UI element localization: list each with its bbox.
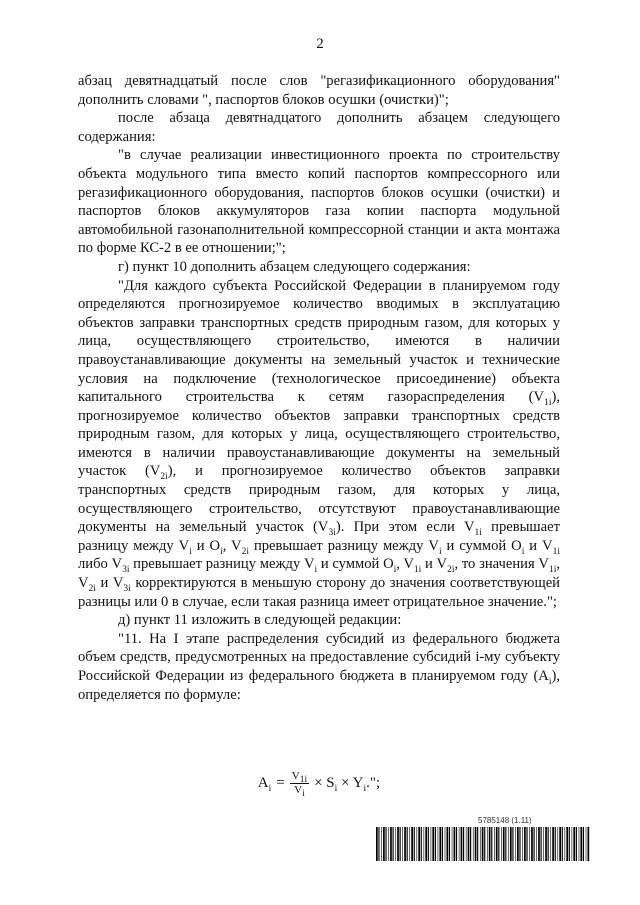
barcode-bar: [586, 827, 587, 861]
page-number: 2: [316, 36, 324, 52]
formula: [78, 770, 560, 800]
barcode-bar: [515, 827, 516, 861]
barcode-bar: [519, 827, 520, 861]
barcode-bar: [552, 827, 554, 861]
subscript: 2i: [447, 565, 455, 576]
barcode-bar: [402, 827, 403, 861]
paragraph-text: , то значения V: [454, 556, 549, 573]
paragraph: [78, 146, 560, 258]
barcode-bar: [438, 827, 439, 861]
barcode-bar: [541, 827, 542, 861]
subscript: 3i: [122, 565, 130, 576]
barcode-bar: [409, 827, 410, 861]
paragraph-text: и V: [421, 556, 448, 573]
barcode-bar: [531, 827, 533, 861]
paragraph-text: после абзаца девятнадцатого дополнить абзацем следующего содержания:: [78, 110, 560, 145]
barcode-bar: [435, 827, 436, 861]
paragraph: [78, 277, 560, 612]
barcode-bar: [459, 827, 460, 861]
barcode-bar: [445, 827, 446, 861]
subscript: 2i: [241, 546, 249, 557]
subscript: 1i: [548, 565, 557, 576]
barcode-bar: [475, 827, 477, 861]
paragraph-text: абзац девятнадцатый после слов "регазификационного оборудования" дополнить словами ", паспортов блоков осушки (очистки)";: [78, 73, 560, 108]
barcode-bar: [385, 827, 386, 861]
fraction-denominator: $V_i$: [294, 784, 305, 800]
barcode-bar: [378, 827, 379, 861]
paragraph-text: и O: [191, 537, 221, 554]
barcode-bar: [559, 827, 561, 861]
paragraph-text: либо V: [78, 556, 123, 573]
barcode-bar: [545, 827, 547, 861]
subscript: 1i: [413, 565, 422, 576]
barcode-bar: [390, 827, 392, 861]
formula-lhs: $A_i$: [257, 775, 272, 794]
barcode-bar: [463, 827, 464, 861]
barcode-bar: [381, 827, 382, 861]
barcode-bar: [579, 827, 580, 861]
barcode-bar: [452, 827, 453, 861]
subscript: 1i: [544, 398, 552, 408]
paragraph-text: ), прогнозируемое количество объектов заправки транспортных средств природным газом, для которых у лица, осуществляющего строительство, имеются в наличии правоустанавливающие документы на земельный участок (V: [78, 389, 560, 480]
paragraph-text: , V: [222, 537, 242, 554]
subscript: 3i: [328, 528, 336, 539]
barcode-bar: [503, 827, 505, 861]
barcode-bar: [548, 827, 549, 861]
subscript: 2i: [88, 583, 96, 594]
paragraph-text: превышает разницу между V: [249, 537, 439, 554]
barcode-bar: [428, 827, 429, 861]
barcode-bar: [522, 827, 523, 861]
subscript: 1i: [552, 546, 560, 557]
barcode-bar: [477, 827, 478, 861]
barcode-bar: [505, 827, 506, 861]
barcode-bar: [449, 827, 450, 861]
barcode-bar: [404, 827, 406, 861]
barcode-bar: [468, 827, 470, 861]
barcode-bar: [588, 827, 590, 861]
paragraph-text: превышает разницу между V: [129, 556, 315, 573]
barcode-bar: [431, 827, 432, 861]
barcode-bar: [484, 827, 485, 861]
barcode-bar: [491, 827, 492, 861]
barcode-bar: [424, 827, 425, 861]
barcode-bar: [573, 827, 575, 861]
subscript: i: [189, 546, 192, 557]
paragraph-text: , V: [78, 556, 560, 592]
barcode-bar: [508, 827, 509, 861]
paragraph-text: и V: [95, 575, 124, 592]
barcode-bar: [417, 827, 418, 861]
barcode-bar: [473, 827, 474, 861]
barcode-bar: [536, 827, 537, 861]
paragraph: [78, 630, 560, 704]
formula-fraction: [290, 770, 309, 800]
paragraph-text: "в случае реализации инвестиционного проекта по строительству объекта модульного типа вместо копий паспортов компрессорного или регазификационного оборудования, паспортов блоков осушки (очистки) и паспортов блоков аккумуляторов газа копии паспорта модульной автомобильной газонаполнительной компрессорной станции и акта монтажа по форме КС-2 в ее отношении;";: [78, 147, 560, 257]
barcode-bar: [395, 827, 396, 861]
paragraph-text: превышает разницу между V: [78, 519, 561, 554]
barcode-bar: [376, 827, 378, 861]
barcode-bar: [425, 827, 427, 861]
barcode-bar: [432, 827, 434, 861]
paragraph-text: д) пункт 11 изложить в следующей редакции:: [118, 612, 402, 629]
paragraph-text: и суммой O: [441, 537, 522, 554]
barcode-bar: [454, 827, 456, 861]
barcode-bar: [421, 827, 422, 861]
paragraph: [78, 109, 560, 146]
document-code: 5785148 (1.11): [478, 816, 532, 825]
barcode-bar: [555, 827, 556, 861]
barcode-bar: [498, 827, 499, 861]
barcode: [376, 827, 590, 861]
barcode-bar: [482, 827, 484, 861]
barcode-bar: [526, 827, 527, 861]
barcode-bar: [580, 827, 582, 861]
barcode-bar: [576, 827, 577, 861]
barcode-bar: [439, 827, 441, 861]
barcode-bar: [501, 827, 502, 861]
barcode-bar: [562, 827, 563, 861]
subscript: i: [393, 565, 397, 576]
barcode-bar: [470, 827, 471, 861]
barcode-bar: [524, 827, 526, 861]
paragraph-text: "Для каждого субъекта Российской Федерации в планируемом году определяются прогнозируемое количество вводимых в эксплуатацию объектов заправки транспортных средств природным газом, для которых у лица, осуществляющего строительство, имеются в наличии правоустанавливающие документы на земельный участок и технические условия на подключение (технологическое присоединение) объекта капитального строительства к сетям газораспределения (V: [78, 277, 560, 406]
subscript: 2i: [160, 472, 168, 483]
subscript: 1i: [474, 528, 482, 539]
document-body: [78, 72, 560, 704]
formula-equals: =: [276, 775, 285, 791]
subscript: i: [220, 546, 223, 557]
barcode-bar: [397, 827, 399, 861]
barcode-bar: [569, 827, 570, 861]
paragraph: [78, 72, 560, 109]
barcode-bar: [407, 827, 408, 861]
barcode-bar: [512, 827, 513, 861]
formula-rest: × $S_i \times Y_i$.";: [314, 775, 381, 794]
barcode-bar: [414, 827, 415, 861]
paragraph-text: ). При этом если V: [335, 519, 475, 536]
subscript: 3i: [123, 583, 131, 594]
paragraph-text: и V: [524, 537, 553, 554]
barcode-bar: [572, 827, 573, 861]
barcode-bar: [489, 827, 491, 861]
barcode-bar: [494, 827, 495, 861]
paragraph-text: ), определяется по формуле:: [78, 668, 560, 703]
subscript: i: [438, 546, 442, 557]
paragraph-text: г) пункт 10 дополнить абзацем следующего содержания:: [118, 258, 471, 275]
barcode-bar: [487, 827, 488, 861]
barcode-bar: [538, 827, 540, 861]
barcode-bar: [411, 827, 413, 861]
barcode-bar: [566, 827, 568, 861]
paragraph: [78, 258, 560, 277]
barcode-bar: [388, 827, 389, 861]
barcode-bar: [466, 827, 467, 861]
paragraph-text: корректируются в меньшую сторону до значения соответствующей разницы или 0 в случае, если такая разница имеет отрицательное значение.";: [78, 575, 560, 610]
barcode-bar: [529, 827, 530, 861]
barcode-bar: [583, 827, 584, 861]
barcode-bar: [400, 827, 401, 861]
barcode-bar: [534, 827, 535, 861]
barcode-bar: [456, 827, 457, 861]
barcode-bar: [558, 827, 559, 861]
barcode-bar: [447, 827, 449, 861]
subscript: i: [548, 676, 552, 687]
barcode-bar: [565, 827, 566, 861]
barcode-bar: [442, 827, 443, 861]
subscript: i: [314, 565, 318, 576]
paragraph-text: ), и прогнозируемое количество объектов заправки транспортных средств природным газом, для которых у лица, осуществляющего строительство, отсутствуют правоустанавливающие документы на земельный участок (V: [78, 463, 560, 536]
barcode-bar: [496, 827, 498, 861]
paragraph-text: , V: [396, 556, 414, 573]
barcode-bar: [383, 827, 385, 861]
paragraph: [78, 611, 560, 630]
barcode-bar: [418, 827, 420, 861]
barcode-bar: [393, 827, 394, 861]
barcode-bar: [543, 827, 544, 861]
paragraph-text: "11. На I этапе распределения субсидий из федерального бюджета объем средств, предусмотренных на предоставление субсидий i-му субъекту Российской Федерации из федерального бюджета в планируемом году (A: [78, 630, 560, 684]
barcode-bar: [480, 827, 481, 861]
barcode-bar: [517, 827, 519, 861]
barcode-bar: [550, 827, 551, 861]
barcode-bar: [510, 827, 512, 861]
paragraph-text: и суммой O: [317, 556, 394, 573]
fraction-numerator: $V_{1i}$: [291, 770, 308, 786]
subscript: i: [521, 546, 525, 557]
barcode-bar: [461, 827, 463, 861]
